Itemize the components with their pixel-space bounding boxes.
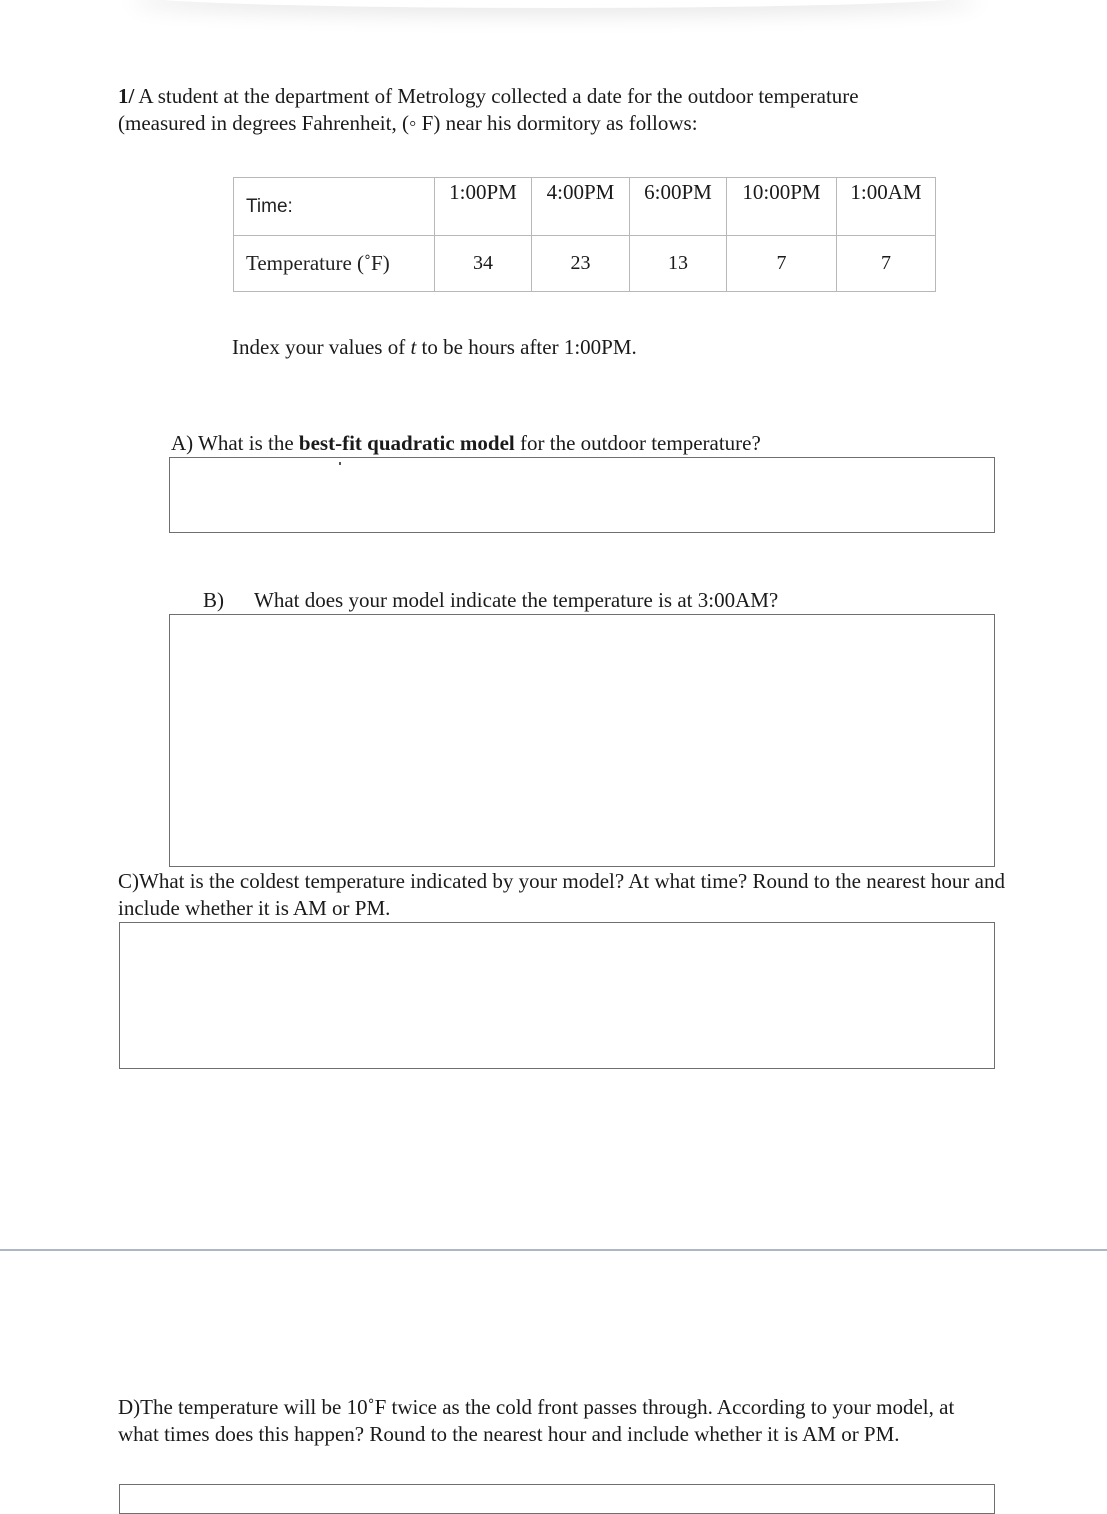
temperature-cell: 13	[630, 236, 727, 292]
table-row-temperature	[234, 236, 936, 292]
time-cell: 4:00PM	[532, 178, 630, 236]
part-a-suffix: for the outdoor temperature?	[514, 431, 761, 455]
question-1-line-2: (measured in degrees Fahrenheit, (◦ F) near his dormitory as follows:	[118, 111, 698, 135]
temperature-row-label: Temperature (˚F)	[234, 236, 435, 292]
part-b-label: B)	[203, 588, 224, 612]
time-cell: 6:00PM	[630, 178, 727, 236]
part-a-bold: best-fit quadratic model	[298, 431, 515, 455]
part-d-question: D)The temperature will be 10˚F twice as the cold front passes through. According to your model, at what times does this happen? Round to the nearest hour and include whether it is AM or PM.	[118, 1395, 955, 1446]
time-cell: 1:00PM	[435, 178, 532, 236]
temperature-cell: 23	[532, 236, 630, 292]
time-cell: 1:00AM	[837, 178, 936, 236]
temperature-cell: 7	[727, 236, 837, 292]
index-note-variable: t	[410, 335, 417, 359]
table-row-time	[234, 178, 936, 236]
index-note-after: to be hours after 1:00PM.	[416, 335, 637, 359]
answer-box-b[interactable]	[169, 614, 995, 867]
part-c-question: C)What is the coldest temperature indicated by your model? At what time? Round to the nearest hour and include whether it is AM or PM.	[118, 869, 1005, 920]
question-number: 1/	[118, 84, 135, 108]
part-a-question	[171, 430, 761, 457]
answer-box-d[interactable]	[119, 1484, 995, 1514]
part-b-question: What does your model indicate the temperature is at 3:00AM?	[254, 588, 779, 612]
index-note	[232, 334, 637, 361]
temperature-cell: 34	[435, 236, 532, 292]
index-note-before: Index your values of	[232, 335, 411, 359]
time-row-label: Time:	[234, 178, 435, 236]
time-cell: 10:00PM	[727, 178, 837, 236]
stray-mark	[339, 462, 341, 465]
part-a-prefix: A) What is the	[171, 431, 299, 455]
temperature-cell: 7	[837, 236, 936, 292]
question-1-text	[118, 83, 1018, 137]
question-1-line-1: A student at the department of Metrology collected a date for the outdoor temperature	[134, 84, 859, 108]
temperature-data-table	[233, 177, 936, 292]
answer-box-c[interactable]	[119, 922, 995, 1069]
page-divider	[0, 1249, 1107, 1251]
answer-box-a[interactable]	[169, 457, 995, 533]
page-top-shadow	[130, 0, 980, 8]
